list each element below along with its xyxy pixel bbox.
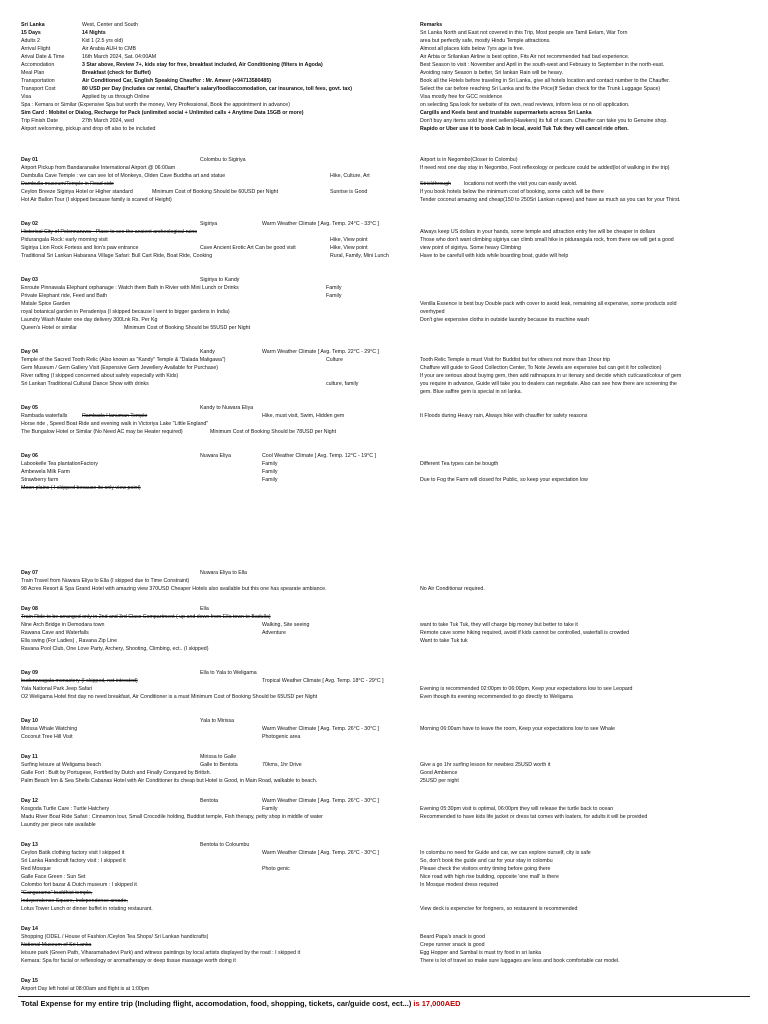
day-climate: Warm Weather Climate [ Avg. Temp. 26°C - 30°C ] — [262, 850, 379, 856]
day-line: royal botanical garden in Peradeniya (I skipped because I went to bigger gardens in India) — [21, 309, 230, 315]
day-line: Ravana Pool Club, One Love Party, Archery, Shooting, Climbing, ect.. (I skipped) — [21, 646, 209, 652]
total-divider — [18, 996, 750, 997]
day-title: Day 12 — [21, 798, 38, 804]
day-line: Airport Day left hotel at 08:00am and flight is at 1:00pm — [21, 986, 150, 992]
day-line: Horse ride , Speed Boat Ride and evening walk in Victoriya Lake "Little England" — [21, 421, 209, 427]
day-route: Kandy — [200, 349, 215, 355]
day-note: Egg Hopper and Sambal is must try food in sri lanka — [420, 950, 542, 956]
day-note: Good Ambience — [420, 770, 458, 776]
day-title: Day 02 — [21, 221, 38, 227]
day-route: Yala to Mirissa — [200, 718, 235, 724]
day-line: Galle Fort : Built by Portugese, Fortified by Dutch and Finally Conqured by British. — [21, 770, 211, 776]
total-expense-label: Total Expense for my entire trip (Including flight, accomodation, food, shopping, tickets, car/guide cost, ect...) — [21, 999, 412, 1008]
day-line: buduruwagala monastery (I skipped, not intrested) — [21, 678, 138, 684]
day-tag: Hike, Culture, Art — [330, 173, 370, 179]
header-accomodation-value: 3 Star above, Review 7+, kids stay for free, breakfast included, Air Conditioning (filters in Agoda) — [82, 62, 323, 68]
day-note: It Floods during Heavy rain, Always hike with chauffer for safety reasons — [420, 413, 588, 419]
day-tag: Family — [326, 293, 342, 299]
header-pickup: Airport welcoming, pickup and drop off also to be included — [21, 126, 156, 132]
day-line: Labookelle Tea plantationFactory — [21, 461, 98, 467]
day-line: Dambulla museum/Temple in Road side — [21, 181, 114, 187]
remark-line: Rapido or Uber use it to book Cab in local, avoid Tuk Tuk they will cancel ride often. — [420, 126, 629, 132]
day-title: Day 14 — [21, 926, 38, 932]
day-note: Venilla Essence is best buy Double pack with cover to avoid leak, remaining all expensive, some products sold — [420, 301, 677, 307]
remark-line: on selecting Spa look for website of its own, read reviews, inform less or no oil application. — [420, 102, 630, 108]
day-note: gem. Blue saffire gem is special in sri lanka. — [420, 389, 523, 395]
day-climate: Warm Weather Climate [ Avg. Temp. 24°C - 33°C ] — [262, 221, 379, 227]
day-tag: Family — [262, 469, 278, 475]
day-tag: Family — [262, 806, 278, 812]
day-route: Nuwara Eliya — [200, 453, 231, 459]
day-route: Bentota to Coloumbu — [200, 842, 250, 848]
day-note: locations not worth the visit you can easily avoid. — [464, 181, 578, 187]
day-min-cost: Minimum Cost of Booking Should be 60USD per Night — [152, 189, 279, 195]
header-flight-value: Air Arabia AUH to CMB — [82, 46, 136, 52]
day-line: Nine Arch Bridge in Demodara town — [21, 622, 105, 628]
day-note: No Air Conditionar required. — [420, 586, 485, 592]
day-tag: Hike, View point — [330, 237, 368, 243]
day-title: Day 07 — [21, 570, 38, 576]
remark-line: Sri Lanka North and East not covered in this Trip, Most people are Tamil Eelam, War Torn — [420, 30, 628, 36]
day-line: Sigiriya Lion Rock Fortess and lion's paw entrance — [21, 245, 139, 251]
header-arrival-value: 16th March 2024, Sat. 04:00AM — [82, 54, 157, 60]
day-line: Pidurangala Rock: early morning visit — [21, 237, 108, 243]
day-line: Ella swing (For Ladies) , Ravana Zip Line — [21, 638, 118, 644]
day-line: Yala National Park Jeep Safari — [21, 686, 93, 692]
remark-line: Select the car before reaching Sri Lanka and fix the Price(If Sedan check for the Trunk Luggage Space) — [420, 86, 661, 92]
day-line: Palm Beach Inn & Sea Shells Cabanas Hotel with Air Conditioner its cheap but Hotel is Good, in Main Road, walkable to beach. — [21, 778, 318, 784]
day-line: Dambulla Cave Temple : we can see lot of Monkeys, Olden Cave Buddha art and statue — [21, 173, 226, 179]
day-line: Red Mosque — [21, 866, 51, 872]
day-note: Those who don't want climbing sigiriya can climb small hike in pidurangala rock, from there we will get a good — [420, 237, 674, 243]
day-note: Beard Papa's snack is good — [420, 934, 485, 940]
header-country: Sri Lanka — [21, 22, 45, 28]
day-line: Train Ride to be arranged only in 2nd and 3rd Class Compartment ( up and down from Ella town to Badulla) — [21, 614, 271, 620]
day-line: Train Travel from Nuwara Eliya to Ella (I skipped due to Time Constraint) — [21, 578, 190, 584]
header-transport-cost-label: Transport Cost — [21, 86, 56, 92]
day-note: Always keep US dollars in your hands, some temple and attraction entry fee will be cheaper in dollars — [420, 229, 656, 235]
day-title: Day 08 — [21, 606, 38, 612]
day-title: Day 06 — [21, 453, 38, 459]
day-route: Ella to Yala to Weligama — [200, 670, 257, 676]
header-region: West, Center and South — [82, 22, 138, 28]
day-note: If need rest one day stay in Negombo, Foot reflexology or pedicure could be added(lot of walking in the trip) — [420, 165, 670, 171]
day-line: Laundry Wash Master one day delivery 300Lnk Rs. Per Kg — [21, 317, 158, 323]
day-title: Day 09 — [21, 670, 38, 676]
day-note: Give a go 1hr surfing lesson for newbies 25USD worth it — [420, 762, 551, 768]
day-note: Evening 05:30pm visit is optimal, 06:00pm they will release the turtle back to ocean — [420, 806, 614, 812]
total-expense-amount: is 17,000AED — [413, 999, 461, 1008]
day-line: Gem Museum / Gem Gallery Visit (Expensive Gem Jewellery Available for Purchase) — [21, 365, 219, 371]
remark-line: Don't buy any items sold by steet sellers(Hawkers) its full of scam. Chauffer can take you to Genuine shop. — [420, 118, 668, 124]
day-line: Sri Lanka Handicraft factory visit : I skipped it — [21, 858, 126, 864]
day-line: Private Elephant ride, Feed and Bath — [21, 293, 108, 299]
day-route: Nuwara Eliya to Ella — [200, 570, 247, 576]
day-line: Historical City of Polonnaruwa - Place to see the ancient archeological ruins — [21, 229, 197, 235]
day-line: 98 Acres Resort & Spa Grand Hotel with amazing view 370USD Cheaper Hotels also available but this one has spearate ambiance. — [21, 586, 327, 592]
day-line: Queen's Hotel or similar — [21, 325, 77, 331]
header-arrival-label: Arival Date & Time — [21, 54, 65, 60]
header-flight-label: Arrival Flight — [21, 46, 51, 52]
remark-line: Air Arbia or Srilankan Airline is best option, Fits Air not recommended had bad experience. — [420, 54, 630, 60]
remark-line: Best Season to visit : November and April in the south-west and February to September in the north-east. — [420, 62, 665, 68]
day-line: O2 Weligama Hotel first day no need breakfast, Air Conditioner is a must Minimum Cost of Booking Should be 65USD per Night — [21, 694, 318, 700]
day-tag: Rural, Family, Mini Lunch — [330, 253, 389, 259]
day-line: Rawana Cave and Waterfalls — [21, 630, 89, 636]
day-climate: Cool Weather Climate [ Avg. Temp. 12°C - 19°C ] — [262, 453, 376, 459]
day-note: So, don't book the guide and car for your stay in colombu — [420, 858, 553, 864]
day-note: Remote cave some hiking required, avoid if kids cannot be controlled, waterfall is crowded — [420, 630, 630, 636]
day-note: Airport is in Negombo(Closer to Colombu) — [420, 157, 518, 163]
day-line: Strawberry farm — [21, 477, 59, 483]
header-visa-value: Applied by us through Online — [82, 94, 150, 100]
day-line: Colombo fort bazar & Dutch museum : I skipped it — [21, 882, 137, 888]
day-note: If you book hotels below the minimum cost of booking, some catch will be there — [420, 189, 604, 195]
day-line: Enroute Pinnawala Elephant orphanage : Watch them Bath in Rivier with Mini Lunch or Drinks — [21, 285, 239, 291]
day-note: overhyped — [420, 309, 445, 315]
day-note: 25USD per night — [420, 778, 459, 784]
day-note: Different Tea types can be bougth — [420, 461, 499, 467]
remark-line: Book all the Hotels before traveling in Sri Lanka, give all hotels location and contact number to the Chauffer. — [420, 78, 671, 84]
day-climate: Warm Weather Climate [ Avg. Temp. 26°C - 30°C ] — [262, 726, 379, 732]
day-note: Have to be carefull with kids while boarding boat, guide will help — [420, 253, 569, 259]
day-title: Day 03 — [21, 277, 38, 283]
day-line: Traditional Sri Lankan Habarana Village Safari: Bull Cart Ride, Boat Ride, Cooking — [21, 253, 213, 259]
header-kids: Kid 1 (2.5 yrs old) — [82, 38, 124, 44]
day-route: Galle to Bentota — [200, 762, 238, 768]
day-line: Lotus Tower Lunch or dinner buffet in rotating restaurant. — [21, 906, 153, 912]
remark-line: Almost all places kids below 7yrs age is free. — [420, 46, 525, 52]
day-note: Nice road with high rise building, opposite 'one mall' is there — [420, 874, 559, 880]
day-title: Day 15 — [21, 978, 38, 984]
day-line: River rafting (I skipped concerned about safety especially with Kids) — [21, 373, 179, 379]
day-note: Evening is recommended 02:00pm to 06:00pm, Keep your expectations low to see Leopard — [420, 686, 633, 692]
day-note: Strickthrough — [420, 181, 451, 187]
day-tag: Photo genic — [262, 866, 290, 872]
total-expense — [21, 999, 461, 1008]
day-line: Temple of the Sacred Tooth Relic (Also known as "Kandy" Temple & "Dalada Maligawa") — [21, 357, 226, 363]
header-accomodation-label: Accomodation — [21, 62, 55, 68]
day-note: Tender coconut amazing and cheap(150 to 250Sri Lankan rupees) and have as much as you can for your Thirst. — [420, 197, 681, 203]
day-note: Chaffure will guide to Good Collection Center, To Note Jewels are expensive but can get it for collection) — [420, 365, 662, 371]
day-tag: 70kms, 1hr Drive — [262, 762, 302, 768]
remark-line: Visa mostly free for GCC residence — [420, 94, 503, 100]
day-line: Shopping (ODEL / House of Fashion /Ceylon Tea Shops/ Sri Lankan handicrafts) — [21, 934, 209, 940]
day-line: Ambewela Milk Farm — [21, 469, 71, 475]
day-line: Coconut Tree Hill Visit — [21, 734, 73, 740]
day-note: you require in advance, Guide will take you to dealers can negotiate. Also can see how there are screening the — [420, 381, 677, 387]
header-meal-label: Meal Plan — [21, 70, 45, 76]
day-line: Madu River Boat Ride Safari : Cinnamon tour, Small Crocodile holding, Buddist temple, Fish therapy, petty shop in middle of water — [21, 814, 323, 820]
day-route: Ella — [200, 606, 209, 612]
day-line: Sri Lankan Traditional Cultural Dance Show with drinks — [21, 381, 149, 387]
day-tag: Walking, Site seeing — [262, 622, 310, 628]
remark-line: Avoiding rainy Season is better, Sri lankan Rain will be heavy. — [420, 70, 564, 76]
day-line: Moon plains ( I skipped because its only view point) — [21, 485, 141, 491]
day-line: Ceylon Batik clothing factory visit I skipped it — [21, 850, 125, 856]
day-line: "Gangarama" buddhist temple, — [21, 890, 93, 896]
day-line: Kosgoda Turtle Care : Turtle Hatchery — [21, 806, 110, 812]
day-line: Airport Pickup from Bandaranaike International Airport @ 06:00am — [21, 165, 176, 171]
page-gap — [0, 500, 768, 560]
day-tag: Hike, must visit, Swim, Hidden gem — [262, 413, 345, 419]
day-tag: Photogenic area — [262, 734, 301, 740]
day-line: National Museum of Sri Lanka — [21, 942, 92, 948]
header-finish-value: 27th March 2024, wed — [82, 118, 134, 124]
day-note: Please check the visitors entry timing before going there — [420, 866, 551, 872]
day-line: Ceylon Breeze Sigiriya Hotel or Higher standard — [21, 189, 133, 195]
header-nights: 14 Nights — [82, 30, 106, 36]
day-title: Day 04 — [21, 349, 38, 355]
day-title: Day 10 — [21, 718, 38, 724]
day-note: If your are serious about buying gem, then add rathnapura in ur itenary and decide which cut/carat/colour of gem — [420, 373, 682, 379]
day-note: Recommended to have kids life jacket or dress tat comes with loaters, for adults it will be provided — [420, 814, 648, 820]
day-title: Day 13 — [21, 842, 38, 848]
day-tag: Culture — [326, 357, 343, 363]
day-tag: Sunrise is Good — [330, 189, 368, 195]
day-line: leisure park (Green Path, Viharamahadevi Park) and witness paintings by local artists displayed by the road : I skipped it — [21, 950, 301, 956]
day-line: Surfing leisure at Weligama beach — [21, 762, 101, 768]
day-line: Hot Air Ballon Tour (I skipped because family is scared of Height) — [21, 197, 172, 203]
day-line: Kemara: Spa for facial or reflexology or aromatherapy or deep tissue massage worth doing it — [21, 958, 236, 964]
day-route: Kandy to Nuwara Eliya — [200, 405, 254, 411]
day-tag: Family — [262, 461, 278, 467]
day-title: Day 05 — [21, 405, 38, 411]
itinerary-page-2 — [0, 560, 768, 1024]
day-line: Laundry per piece rate available — [21, 822, 96, 828]
day-note: View deck is expencive for forigners, so restaurent is recommended — [420, 906, 578, 912]
header-spa: Spa : Kemara or Similar (Expensive Spa but worth the money, Very Professional, Book the appointment in advance) — [21, 102, 290, 108]
day-tag: Hike, View point — [330, 245, 368, 251]
itinerary-page-1 — [0, 0, 768, 500]
remark-line: area but perfectly safe, mostly Hindu Temple attractions. — [420, 38, 551, 44]
day-title: Day 01 — [21, 157, 38, 163]
header-transport-label: Transportation — [21, 78, 55, 84]
header-sim: Sim Card : Mobitel or Dialog, Recharge for Pack (unlimited social + Unlimited calls + Anytime Data 15GB or more) — [21, 110, 304, 116]
day-note: In Mosque modest dress required — [420, 882, 499, 888]
day-route: Mirissa to Galle — [200, 754, 237, 760]
day-line: Independence Square, Independence arcade, — [21, 898, 128, 904]
day-note: There is lot of travel so make sure luggages are less and book comfortable car model. — [420, 958, 620, 964]
day-line: Matale Spice Garden — [21, 301, 71, 307]
day-tag: Family — [262, 477, 278, 483]
day-note: Morning 06:00am have to leave the room, Keep your expectations low to see Whale — [420, 726, 615, 732]
day-line: The Bungalow Hotel or Similar (No Need AC may be Heater required) — [21, 429, 183, 435]
day-note: view point of sigiriya. Some heavy Climbing — [420, 245, 521, 251]
day-line: Galle Face Green : Sun Set — [21, 874, 86, 880]
day-note: want to take Tuk Tuk, they will charge big money but better to take it — [420, 622, 578, 628]
header-adults: Adults 2 — [21, 38, 40, 44]
day-tag: Family — [326, 285, 342, 291]
day-note: Even though its evening recommended to go directly to Weligama — [420, 694, 573, 700]
day-line: Mirissa Whale Watching — [21, 726, 78, 732]
day-climate: Warm Weather Climate [ Avg. Temp. 22°C - 29°C ] — [262, 349, 379, 355]
day-tag: Adventure — [262, 630, 286, 636]
day-note: Crepe runner snack is good — [420, 942, 485, 948]
day-note: Want to take Tuk tuk — [420, 638, 468, 644]
header-visa-label: Visa — [21, 94, 32, 100]
header-days: 15 Days — [21, 30, 41, 36]
day-note: In colombu no need for Guide and car, we can explore ourself, city is safe — [420, 850, 591, 856]
day-note: Due to Fog the Farm will closed for Public, so keep your expectation low — [420, 477, 588, 483]
day-route: Sigiriya — [200, 221, 218, 227]
header-meal-value: Breakfast (check for Buffet) — [82, 70, 151, 76]
header-finish-label: Trip Finish Date — [21, 118, 58, 124]
remark-line: Cargills and Keels best and trustable supermarkets across Sri Lanka — [420, 110, 592, 116]
header-transport-cost-value: 80 USD per Day (includes car rental, Chauffer's salary/food/accomodation, car insurance, toll fees, govt. tax) — [82, 86, 352, 92]
remarks-title: Remarks — [420, 22, 443, 28]
day-climate: Warm Weather Climate [ Avg. Temp. 26°C - 30°C ] — [262, 798, 379, 804]
day-note: Don't give expensive cloths in outside laundry because its machine wash — [420, 317, 590, 323]
header-transport-value: Air Conditioned Car, English Speaking Chauffer : Mr. Ameer (+94713580485) — [82, 78, 272, 84]
day-cave: Cave Ancient Erotic Art Can be good visit — [200, 245, 296, 251]
day-min-cost: Minimum Cost of Booking Should be 55USD per Night — [124, 325, 251, 331]
day-tag: culture, family — [326, 381, 359, 387]
day-line: Rambada Hanuman Temple — [82, 413, 148, 419]
day-min-cost: Minimum Cost of Booking Should be 78USD per Night — [210, 429, 337, 435]
day-route: Bentota — [200, 798, 219, 804]
day-route: Sigiriya to Kandy — [200, 277, 240, 283]
day-title: Day 11 — [21, 754, 38, 760]
day-climate: Tropical Weather Climate [ Avg. Temp. 18°C - 29°C ] — [262, 678, 384, 684]
day-line: Rambada waterfalls — [21, 413, 68, 419]
day-note: Tooth Relic Temple is must Visit for Buddist but for others not more than 1hour trip — [420, 357, 611, 363]
day-route: Colombu to Sigiriya — [200, 157, 246, 163]
